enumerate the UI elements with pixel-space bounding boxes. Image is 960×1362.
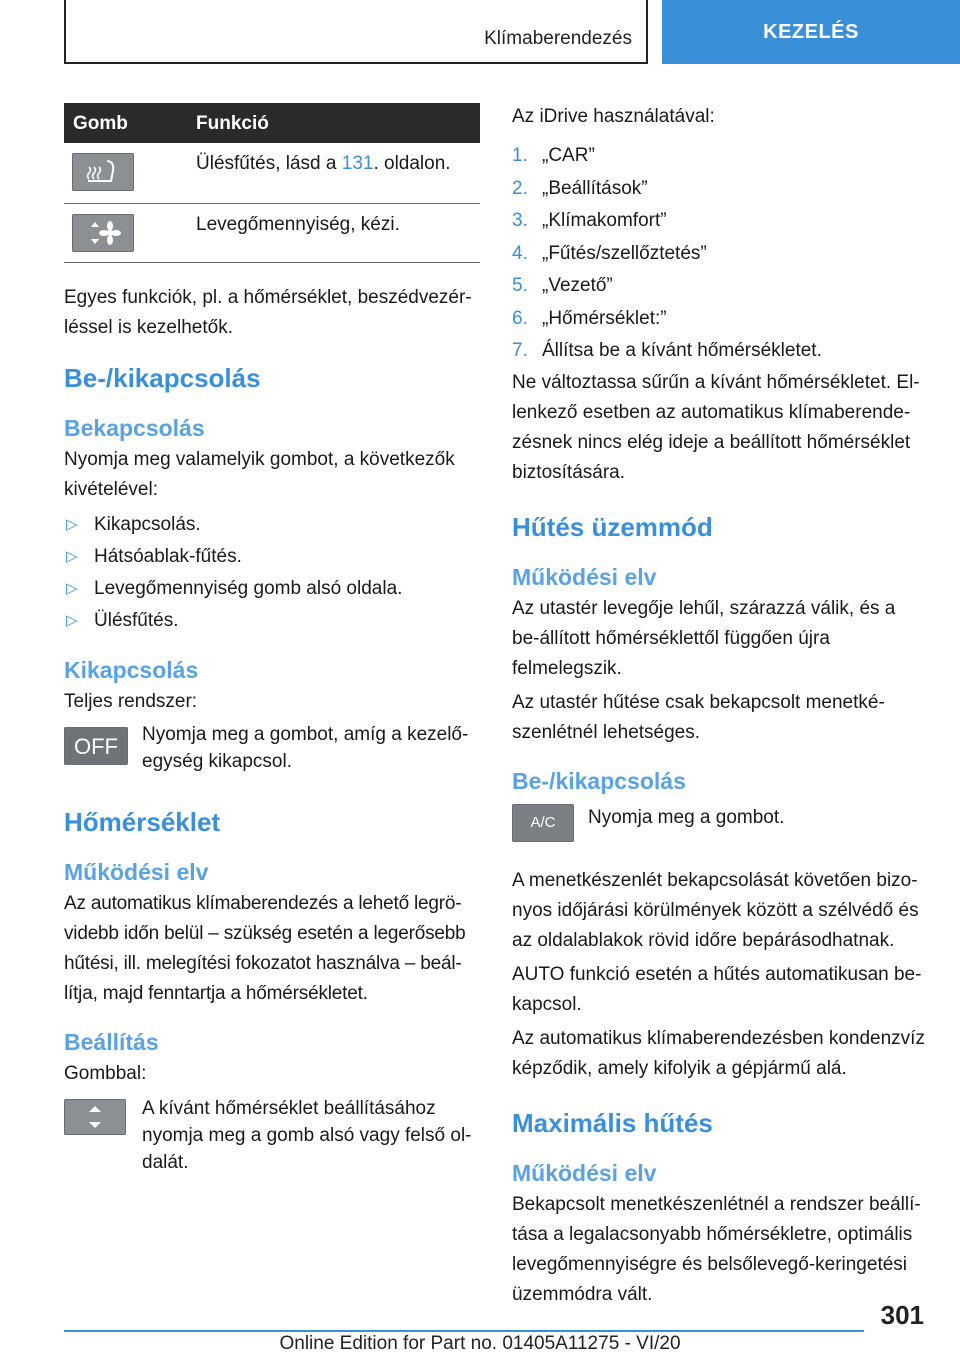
heading-cooling: Hűtés üzemmód [512, 511, 713, 542]
column-header-function: Funkció [196, 113, 269, 134]
list-item: 1. „CAR” [512, 145, 595, 166]
page-number: 301 [880, 1300, 924, 1330]
header-frame [64, 0, 648, 64]
list-item: ▷ Kikapcsolás. [64, 509, 480, 541]
air-volume-icon [72, 214, 134, 252]
heading-max-cooling: Maximális hűtés [512, 1107, 713, 1138]
switch-off-text: Teljes rendszer: [64, 691, 198, 712]
idrive-note: Ne változtassa sűrűn a kívánt hőmérsékletet. El-lenkező esetben az automatikus klímaberende-zésnek nincs elég ideje a beállított hőmérséklet biztosítására. [512, 371, 920, 483]
setting-text: Gombbal: [64, 1063, 147, 1084]
list-item: 6. „Hőmérséklet:” [512, 307, 667, 329]
list-item: 4. „Fűtés/szellőztetés” [512, 242, 707, 264]
heading-on-off: Be-/kikapcsolás [64, 363, 261, 393]
edition-note: Online Edition for Part no. 01405A11275 - VI/20 [279, 1333, 681, 1354]
column-header-button: Gomb [73, 113, 128, 134]
chapter-tab: KEZELÉS [662, 0, 960, 64]
row-function-text: Levegőmennyiség, kézi. [196, 214, 400, 235]
off-button-instruction: OFF Nyomja meg a gombot, amíg a kezelő-egység kikapcsol. [64, 721, 480, 783]
list-item: ▷ Hátsóablak-fűtés. [64, 541, 480, 573]
heading-principle: Működési elv [512, 1159, 657, 1186]
heading-switch-off: Kikapcsolás [64, 657, 199, 683]
idrive-intro: Az iDrive használatával: [512, 106, 715, 127]
row-function-text: Ülésfűtés, lásd a 131. oldalon. [196, 153, 451, 174]
heading-setting: Beállítás [64, 1029, 159, 1055]
principle-text: Az automatikus klímaberendezés a lehető legrö-videbb időn belül – szükség esetén a legerősebb hűtési, ill. melegítési fokozatot használva – beál-lítja, majd fenntartja a hőmérsékletet. [64, 893, 466, 1004]
temp-button-instruction: A kívánt hőmérséklet beállításához nyomja meg a gomb alsó vagy felső ol-dalát. [64, 1095, 480, 1176]
ac-button: A/C [512, 804, 574, 842]
heading-principle: Működési elv [64, 859, 209, 885]
button-function-table [64, 103, 480, 263]
heading-switch-on: Bekapcsolás [64, 415, 205, 441]
list-item: 5. „Vezető” [512, 275, 613, 296]
footer-divider [64, 1330, 864, 1332]
temperature-updown-icon [64, 1099, 126, 1135]
list-item: 2. „Beállítások” [512, 177, 648, 199]
right-column [512, 102, 927, 1310]
list-item: 7. Állítsa be a kívánt hőmérsékletet. [512, 340, 822, 361]
list-item: ▷ Levegőmennyiség gomb alsó oldala. [64, 573, 480, 605]
list-item: ▷ Ülésfűtés. [64, 605, 480, 637]
table-row [64, 143, 480, 204]
switch-on-text: Nyomja meg valamelyik gombot, a következők kivételével: [64, 449, 455, 500]
triangle-bullet-icon: ▷ [66, 612, 78, 629]
ac-text-3: Az automatikus klímaberendezésben kondenzvíz képződik, amely kifolyik a gépjármű alá. [512, 1027, 925, 1079]
triangle-bullet-icon: ▷ [66, 548, 78, 565]
cooling-text-1: Az utastér levegője lehűl, szárazzá válik, és a be-állított hőmérséklettől függően újra felmelegszik. [512, 597, 896, 679]
exceptions-list [64, 509, 480, 637]
ac-button-instruction: A/C Nyomja meg a gombot. [512, 804, 927, 864]
ac-text-2: AUTO funkció esetén a hűtés automatikusan be-kapcsol. [512, 963, 922, 1015]
idrive-steps [512, 140, 927, 368]
seat-heating-icon [72, 153, 134, 191]
heading-temperature: Hőmérséklet [64, 807, 221, 837]
off-button: OFF [64, 727, 128, 765]
table-row [64, 204, 480, 263]
ac-text-1: A menetkészenlét bekapcsolását követően bizo-nyos időjárási körülmények között a szélvédő és az oldalablakok rövid időre bepárásodhatnak. [512, 869, 919, 951]
heading-on-off-cooling: Be-/kikapcsolás [512, 767, 686, 794]
triangle-bullet-icon: ▷ [66, 516, 78, 533]
max-cooling-text: Bekapcsolt menetkészenlétnél a rendszer beállí-tása a legalacsonyabb hőmérsékletre, optimális levegőmennyiségre és belsőlevegő-keringetési üzemmódra vált. [512, 1193, 921, 1305]
page-reference-link[interactable]: 131 [341, 153, 374, 174]
left-column [64, 283, 480, 1176]
triangle-bullet-icon: ▷ [66, 580, 78, 597]
list-item: 3. „Klímakomfort” [512, 210, 667, 231]
heading-principle: Működési elv [512, 563, 657, 590]
table-header [64, 103, 480, 143]
section-title: Klímaberendezés [484, 28, 632, 49]
cooling-text-2: Az utastér hűtése csak bekapcsolt menetké-szenlétnél lehetséges. [512, 691, 885, 743]
intro-paragraph: Egyes funkciók, pl. a hőmérséklet, beszédvezér-léssel is kezelhetők. [64, 287, 472, 338]
